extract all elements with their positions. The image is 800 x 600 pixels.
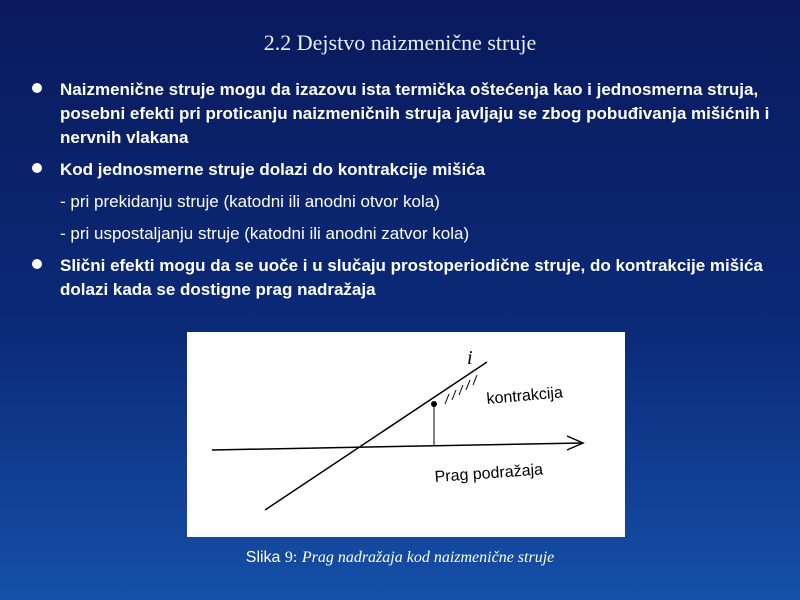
bullet-item-2 — [32, 158, 772, 182]
bullet-item-3 — [32, 254, 772, 302]
subline-1: - pri prekidanju struje (katodni ili anodni otvor kola) — [60, 192, 440, 211]
caption-word: Slika — [245, 549, 281, 566]
current-line — [265, 362, 487, 510]
bullet-text-1: Naizmenične struje mogu da izazovu ista termička oštećenja kao i jednosmerna struja, posebni efekti pri proticanju naizmeničnih struja javljaju se zbog pobuđivanja mišićnih i nervnih vlakana — [60, 80, 770, 147]
figure-sketch — [187, 332, 625, 537]
bullet-item-1 — [32, 78, 772, 150]
label-kontrakcija: kontrakcija — [485, 384, 564, 408]
label-prag: Prag podražaja — [434, 461, 544, 486]
slide-content — [32, 78, 772, 310]
subline-2: - pri uspostaljanju struje (katodni ili anodni zatvor kola) — [60, 224, 470, 243]
label-i: i — [467, 347, 473, 369]
bullet-text-2: Kod jednosmerne struje dolazi do kontrakcije mišića — [60, 160, 486, 179]
horizontal-axis — [212, 443, 582, 450]
threshold-diagram — [187, 332, 625, 537]
figure-caption — [0, 549, 800, 567]
bullet-dot-icon — [32, 259, 42, 269]
bullet-text-3: Slični efekti mogu da se uoče i u slučaju prostoperiodične struje, do kontrakcije mišića dolazi kada se dostigne prag nadražaja — [60, 256, 763, 299]
slide-title: 2.2 Dejstvo naizmenične struje — [263, 30, 537, 55]
bullet-dot-icon — [32, 83, 42, 93]
threshold-point — [431, 401, 437, 407]
caption-text: Prag nadražaja kod naizmenične struje — [301, 549, 555, 566]
bullet-dot-icon — [32, 163, 42, 173]
caption-number: 9: — [284, 549, 298, 566]
